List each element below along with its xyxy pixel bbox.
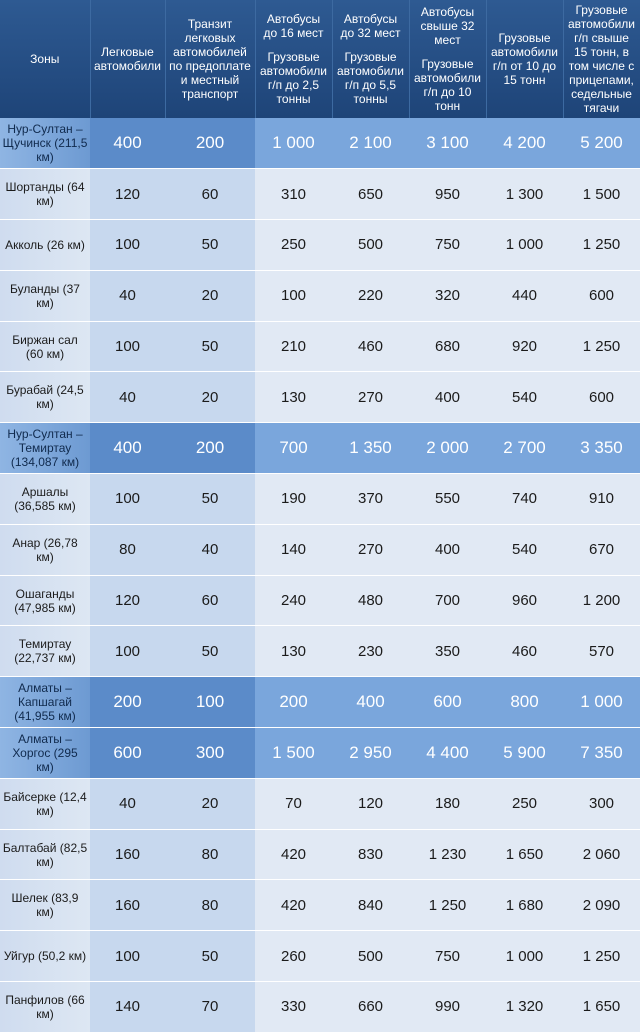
price-cell: 920 (486, 321, 563, 372)
price-cell: 1 000 (486, 931, 563, 982)
price-cell: 120 (332, 778, 409, 829)
price-cell: 100 (90, 474, 165, 525)
zone-cell: Бурабай (24,5 км) (0, 372, 90, 423)
price-cell: 140 (255, 524, 332, 575)
price-cell: 240 (255, 575, 332, 626)
price-cell: 950 (409, 169, 486, 220)
price-cell: 460 (486, 626, 563, 677)
price-cell: 130 (255, 372, 332, 423)
price-cell: 210 (255, 321, 332, 372)
price-cell: 1 000 (255, 118, 332, 169)
price-cell: 400 (90, 423, 165, 474)
price-cell: 700 (255, 423, 332, 474)
price-cell: 420 (255, 880, 332, 931)
price-cell: 1 250 (563, 220, 640, 271)
price-cell: 600 (90, 728, 165, 779)
table-row (0, 982, 640, 1033)
table-row (0, 626, 640, 677)
price-cell: 20 (165, 372, 255, 423)
price-cell: 680 (409, 321, 486, 372)
price-cell: 550 (409, 474, 486, 525)
price-cell: 230 (332, 626, 409, 677)
price-cell: 180 (409, 778, 486, 829)
price-cell: 160 (90, 829, 165, 880)
price-cell: 300 (165, 728, 255, 779)
price-cell: 270 (332, 524, 409, 575)
price-cell: 250 (486, 778, 563, 829)
price-cell: 570 (563, 626, 640, 677)
price-cell: 100 (90, 321, 165, 372)
price-cell: 2 950 (332, 728, 409, 779)
table-row (0, 778, 640, 829)
price-cell: 70 (165, 982, 255, 1033)
price-cell: 840 (332, 880, 409, 931)
price-cell: 120 (90, 575, 165, 626)
price-cell: 1 650 (486, 829, 563, 880)
price-cell: 70 (255, 778, 332, 829)
price-cell: 40 (165, 524, 255, 575)
table-row (0, 270, 640, 321)
price-cell: 910 (563, 474, 640, 525)
price-cell: 50 (165, 321, 255, 372)
price-cell: 2 000 (409, 423, 486, 474)
price-cell: 500 (332, 220, 409, 271)
zone-cell: Алматы – Хоргос (295 км) (0, 728, 90, 779)
price-cell: 4 400 (409, 728, 486, 779)
zone-cell: Алматы – Капшагай (41,955 км) (0, 677, 90, 728)
price-cell: 480 (332, 575, 409, 626)
column-header-label: Зоны (30, 52, 60, 66)
table-row (0, 474, 640, 525)
price-cell: 750 (409, 220, 486, 271)
price-cell: 7 350 (563, 728, 640, 779)
price-cell: 3 100 (409, 118, 486, 169)
price-cell: 540 (486, 372, 563, 423)
price-cell: 120 (90, 169, 165, 220)
table-body (0, 118, 640, 1032)
price-cell: 670 (563, 524, 640, 575)
price-cell: 50 (165, 474, 255, 525)
price-cell: 600 (409, 677, 486, 728)
price-cell: 250 (255, 220, 332, 271)
price-cell: 100 (255, 270, 332, 321)
zone-cell: Буланды (37 км) (0, 270, 90, 321)
price-cell: 830 (332, 829, 409, 880)
table-header (0, 0, 640, 118)
price-cell: 1 250 (563, 931, 640, 982)
price-cell: 160 (90, 880, 165, 931)
price-cell: 200 (90, 677, 165, 728)
price-cell: 1 000 (563, 677, 640, 728)
zone-cell: Ошаганды (47,985 км) (0, 575, 90, 626)
zone-cell: Панфилов (66 км) (0, 982, 90, 1033)
price-cell: 1 350 (332, 423, 409, 474)
price-cell: 40 (90, 270, 165, 321)
price-cell: 5 200 (563, 118, 640, 169)
column-header-sublabel: Грузовые автомобили г/п до 2,5 тонны (259, 50, 328, 106)
price-cell: 1 500 (255, 728, 332, 779)
column-header-label: Транзит легковых автомобилей по предоплате и местный транспорт (169, 17, 251, 101)
price-cell: 40 (90, 778, 165, 829)
price-cell: 1 250 (563, 321, 640, 372)
price-cell: 540 (486, 524, 563, 575)
price-cell: 2 090 (563, 880, 640, 931)
column-header-label: Легковые автомобили (93, 45, 162, 73)
price-cell: 200 (165, 118, 255, 169)
price-cell: 100 (165, 677, 255, 728)
zone-cell: Шелек (83,9 км) (0, 880, 90, 931)
price-cell: 750 (409, 931, 486, 982)
price-cell: 650 (332, 169, 409, 220)
price-cell: 190 (255, 474, 332, 525)
zone-cell: Шортанды (64 км) (0, 169, 90, 220)
column-header (563, 0, 640, 118)
price-cell: 2 100 (332, 118, 409, 169)
price-cell: 140 (90, 982, 165, 1033)
zone-cell: Биржан сал (60 км) (0, 321, 90, 372)
price-cell: 440 (486, 270, 563, 321)
table-row (0, 880, 640, 931)
table-row (0, 931, 640, 982)
column-header-label: Грузовые автомобили г/п свыше 15 тонн, в том числе с прицепами, седельные тягачи (567, 3, 636, 115)
price-cell: 60 (165, 169, 255, 220)
price-cell: 2 700 (486, 423, 563, 474)
column-header (486, 0, 563, 118)
price-cell: 1 250 (409, 880, 486, 931)
price-cell: 220 (332, 270, 409, 321)
price-cell: 100 (90, 931, 165, 982)
column-header-label: Грузовые автомобили г/п от 10 до 15 тонн (490, 31, 559, 87)
column-header-sublabel: Грузовые автомобили г/п до 10 тонн (413, 57, 482, 113)
table-row (0, 220, 640, 271)
route-row (0, 423, 640, 474)
price-cell: 600 (563, 270, 640, 321)
price-cell: 370 (332, 474, 409, 525)
zone-cell: Балтабай (82,5 км) (0, 829, 90, 880)
column-header (90, 0, 165, 118)
zone-cell: Аршалы (36,585 км) (0, 474, 90, 525)
price-cell: 5 900 (486, 728, 563, 779)
price-cell: 130 (255, 626, 332, 677)
price-cell: 310 (255, 169, 332, 220)
price-cell: 20 (165, 270, 255, 321)
table-row (0, 169, 640, 220)
price-cell: 700 (409, 575, 486, 626)
price-cell: 400 (409, 372, 486, 423)
column-header-label: Автобусы до 16 мест (263, 12, 324, 40)
price-cell: 990 (409, 982, 486, 1033)
price-cell: 1 230 (409, 829, 486, 880)
zone-cell: Уйгур (50,2 км) (0, 931, 90, 982)
price-cell: 740 (486, 474, 563, 525)
column-header-sublabel: Грузовые автомобили г/п до 5,5 тонны (336, 50, 405, 106)
zone-cell: Анар (26,78 км) (0, 524, 90, 575)
price-cell: 80 (90, 524, 165, 575)
price-cell: 50 (165, 220, 255, 271)
table-row (0, 372, 640, 423)
zone-cell: Нур-Султан – Темиртау (134,087 км) (0, 423, 90, 474)
table-row (0, 575, 640, 626)
header-row (0, 0, 640, 118)
column-header-label: Автобусы свыше 32 мест (420, 5, 475, 47)
price-cell: 260 (255, 931, 332, 982)
price-cell: 960 (486, 575, 563, 626)
route-row (0, 728, 640, 779)
route-row (0, 677, 640, 728)
price-cell: 300 (563, 778, 640, 829)
price-cell: 350 (409, 626, 486, 677)
price-cell: 400 (409, 524, 486, 575)
price-cell: 200 (165, 423, 255, 474)
price-cell: 200 (255, 677, 332, 728)
price-cell: 50 (165, 931, 255, 982)
price-cell: 1 650 (563, 982, 640, 1033)
price-cell: 60 (165, 575, 255, 626)
column-header (255, 0, 332, 118)
price-cell: 320 (409, 270, 486, 321)
column-header (0, 0, 90, 118)
price-cell: 2 060 (563, 829, 640, 880)
price-cell: 100 (90, 220, 165, 271)
table-row (0, 829, 640, 880)
price-cell: 100 (90, 626, 165, 677)
price-cell: 80 (165, 880, 255, 931)
column-header (332, 0, 409, 118)
price-cell: 800 (486, 677, 563, 728)
price-cell: 1 500 (563, 169, 640, 220)
price-cell: 600 (563, 372, 640, 423)
price-cell: 460 (332, 321, 409, 372)
price-cell: 400 (332, 677, 409, 728)
price-cell: 420 (255, 829, 332, 880)
zone-cell: Темиртау (22,737 км) (0, 626, 90, 677)
price-cell: 400 (90, 118, 165, 169)
price-cell: 1 200 (563, 575, 640, 626)
price-cell: 3 350 (563, 423, 640, 474)
zone-cell: Байсерке (12,4 км) (0, 778, 90, 829)
price-cell: 40 (90, 372, 165, 423)
price-cell: 1 300 (486, 169, 563, 220)
price-cell: 80 (165, 829, 255, 880)
table-row (0, 321, 640, 372)
zone-cell: Акколь (26 км) (0, 220, 90, 271)
price-cell: 4 200 (486, 118, 563, 169)
column-header (409, 0, 486, 118)
price-cell: 500 (332, 931, 409, 982)
price-cell: 1 680 (486, 880, 563, 931)
price-cell: 660 (332, 982, 409, 1033)
price-cell: 270 (332, 372, 409, 423)
price-cell: 330 (255, 982, 332, 1033)
price-cell: 1 320 (486, 982, 563, 1033)
route-row (0, 118, 640, 169)
price-cell: 20 (165, 778, 255, 829)
table-row (0, 524, 640, 575)
price-cell: 1 000 (486, 220, 563, 271)
column-header (165, 0, 255, 118)
price-cell: 50 (165, 626, 255, 677)
zone-cell: Нур-Султан – Щучинск (211,5 км) (0, 118, 90, 169)
column-header-label: Автобусы до 32 мест (340, 12, 401, 40)
